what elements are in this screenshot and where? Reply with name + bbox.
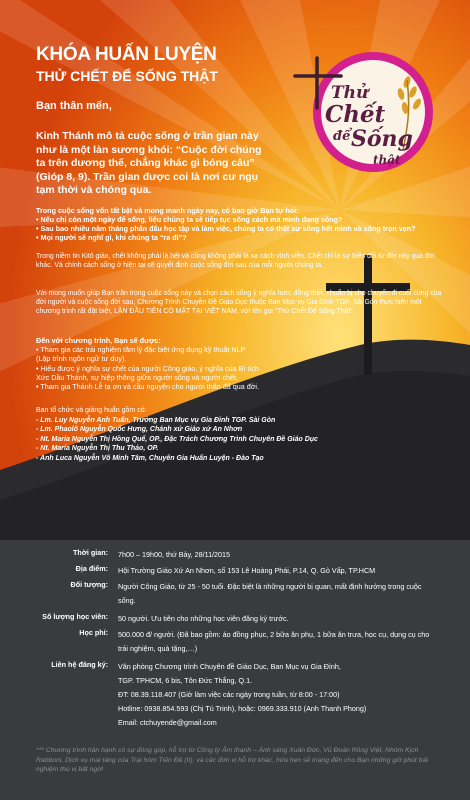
contact-phone[interactable]: ĐT: 08.39.118.407 (Giờ làm việc các ngày trong tuần, từ 8:00 - 17:00): [118, 690, 340, 699]
logo-word-5: thật: [373, 153, 401, 167]
place-value: Hội Trường Giáo Xứ An Nhơn, số 153 Lê Hoàng Phái, P.14, Q. Gò Vấp, TP.HCM: [118, 566, 376, 575]
logo-word-2: Chết: [325, 101, 386, 128]
speaker-item: - Lm. Luy Nguyễn Anh Tuấn, Trưởng Ban Mục vụ Gia Đình TGP. Sài Gòn: [36, 416, 276, 424]
contact-value: [118, 660, 438, 730]
contact-address: TGP. TPHCM, 6 bis, Tôn Đức Thắng, Q.1.: [118, 676, 253, 685]
time-label: Thời gian:: [72, 548, 108, 557]
benefit-item: • Tham gia Thánh Lễ tạ ơn và cầu nguyện cho người thân đã qua đời.: [36, 382, 259, 392]
audience-label: Đối tượng:: [70, 580, 108, 589]
benefit-item: Xức Dầu Thánh, sự hiệp thông giữa người sống và người chết.: [36, 372, 238, 382]
event-logo: [255, 50, 450, 175]
contact-office: Văn phòng Chương trình Chuyên đề Giáo Dục, Ban Mục vụ Gia Đình,: [118, 662, 341, 671]
question-item: • Mọi người sẽ nghĩ gì, khi chúng ta “ra đi”?: [36, 233, 187, 242]
fee-label: Học phí:: [79, 628, 108, 637]
page-subtitle: THỬ CHẾT ĐỂ SỐNG THẬT: [36, 68, 218, 84]
page-title: KHÓA HUẤN LUYỆN: [36, 44, 217, 65]
contact-email[interactable]: Email: ctchuyende@gmail.com: [118, 718, 217, 727]
time-value: 7h00 – 19h00, thứ Bảy, 28/11/2015: [118, 550, 231, 559]
benefit-item: • Tham gia các trải nghiệm tâm lý đặc biệt ứng dụng kỹ thuật NLP: [36, 345, 246, 355]
speaker-item: - Nt. Maria Nguyễn Thị Hồng Quế, OP., Đặc Trách Chương Trình Chuyên Đề Giáo Dục: [36, 435, 318, 443]
contact-hotline[interactable]: Hotline: 0938.854.593 (Chị Tú Trinh), hoặc: 0969.333.910 (Anh Thanh Phong): [118, 704, 367, 713]
audience-value: Người Công Giáo, từ 25 - 50 tuổi. Đặc biệt là những người bị quan, mất định hướng trong cuộc sống.: [118, 582, 422, 605]
speaker-item: - Nt. Maria Nguyễn Thị Thu Thảo, OP.: [36, 445, 159, 453]
logo-word-4: Sống: [351, 126, 413, 152]
benefit-item: • Hiểu được ý nghĩa sự chết của người Công giáo, ý nghĩa của Bí tích: [36, 363, 259, 373]
program-head: Đến với chương trình, Bạn sẽ được:: [36, 336, 161, 345]
logo-word-3: để: [333, 129, 351, 144]
question-item: • Sau bao nhiêu năm tháng phấn đấu học tập và làm việc, chúng ta có thật sự sống hết mình và sống trọn vẹn?: [36, 224, 416, 233]
place-label: Địa điểm:: [75, 564, 108, 573]
speakers-block: [36, 406, 436, 464]
questions-lead: Trong cuộc sống vốn tất bật và mong manh ngày nay, có bao giờ Bạn tự hỏi:: [36, 206, 299, 215]
speaker-item: - Anh Luca Nguyễn Võ Minh Tâm, Chuyên Gia Huấn Luyện - Đào Tạo: [36, 454, 264, 462]
sponsor-note: *** Chương trình hân hạnh có sự đóng góp, hỗ trợ từ Công ty Âm thanh – Ánh sáng Xuân Đức, Vũ Đoàn Rồng Việt, Nhóm Kịch Rabboni, Dịch vụ mai táng của Trại hòm Tiến Đề (II), và các đơn vị hỗ trợ khác, hứa hẹn sẽ mang đến cho Bạn những giờ phút trải nghiệm thú vị bất ngờ!: [36, 747, 429, 773]
speaker-item: - Lm. Phaolô Nguyễn Quốc Hưng, Chánh xứ Giáo xứ An Nhơn: [36, 426, 243, 434]
logo-word-1: Thử: [331, 83, 369, 103]
speakers-lead: Ban tổ chức và giảng huấn gồm có:: [36, 407, 147, 414]
program-benefits: [36, 336, 436, 391]
intro-text: Kinh Thánh mô tả cuộc sống ở trần gian này như là một làn sương khói: “Cuộc đời chúng ta trên dương thế, chẳng khác gì bóng câu” (Gióp 8, 9). Trần gian được coi là nơi cư ngụ tạm thời và chóng qua.: [36, 130, 262, 196]
questions-block: [36, 206, 446, 242]
greeting: Bạn thân mến,: [36, 100, 112, 112]
count-value: 50 người. Ưu tiên cho những học viên đăng ký trước.: [118, 614, 289, 623]
question-item: • Nếu chỉ còn một ngày để sống, liệu chúng ta sẽ tiếp tục sống cách mà mình đang sống?: [36, 215, 343, 224]
count-label: Số lượng học viên:: [42, 612, 108, 621]
belief-paragraph: Trong niềm tin Kitô giáo, chết không phải là hết và cũng không phải là xa cách vĩnh viễn. Chết chỉ là sự biến đổi từ đời này qua đời khác. Và chính cách sống ở hiện tại sẽ quyết định cuộc sống đời sau của mỗi người chúng ta.: [36, 253, 435, 269]
benefit-item: (Lập trình ngôn ngữ tư duy).: [36, 354, 127, 364]
contact-label: Liên hệ đăng ký:: [51, 660, 108, 669]
fee-value: 500.000 đ/ người. (Đã bao gồm: áo đồng phục, 2 bữa ăn phụ, 1 bữa ăn trưa, học cụ, dụng cụ cho trải nghiệm, quà tặng,…): [118, 630, 430, 653]
purpose-paragraph: Với mong muốn giúp Bạn trân trọng cuộc sống này và chọn cách sống ý nghĩa hơn; đồng thời, chuẩn bị cho chuyến đi cuối cùng của đời người và cuộc sống đời sau, Chương Trình Chuyên Đề Giáo Dục thuộc Ban Mục vụ Gia Đình TGP. Sài Gòn thực hiện một chương trình rất đặt biệt, LẦN ĐẦU TIÊN CÓ MẶT TẠI VIỆT NAM, với tên gọi “Thử Chết Để Sống Thật”.: [36, 290, 442, 315]
